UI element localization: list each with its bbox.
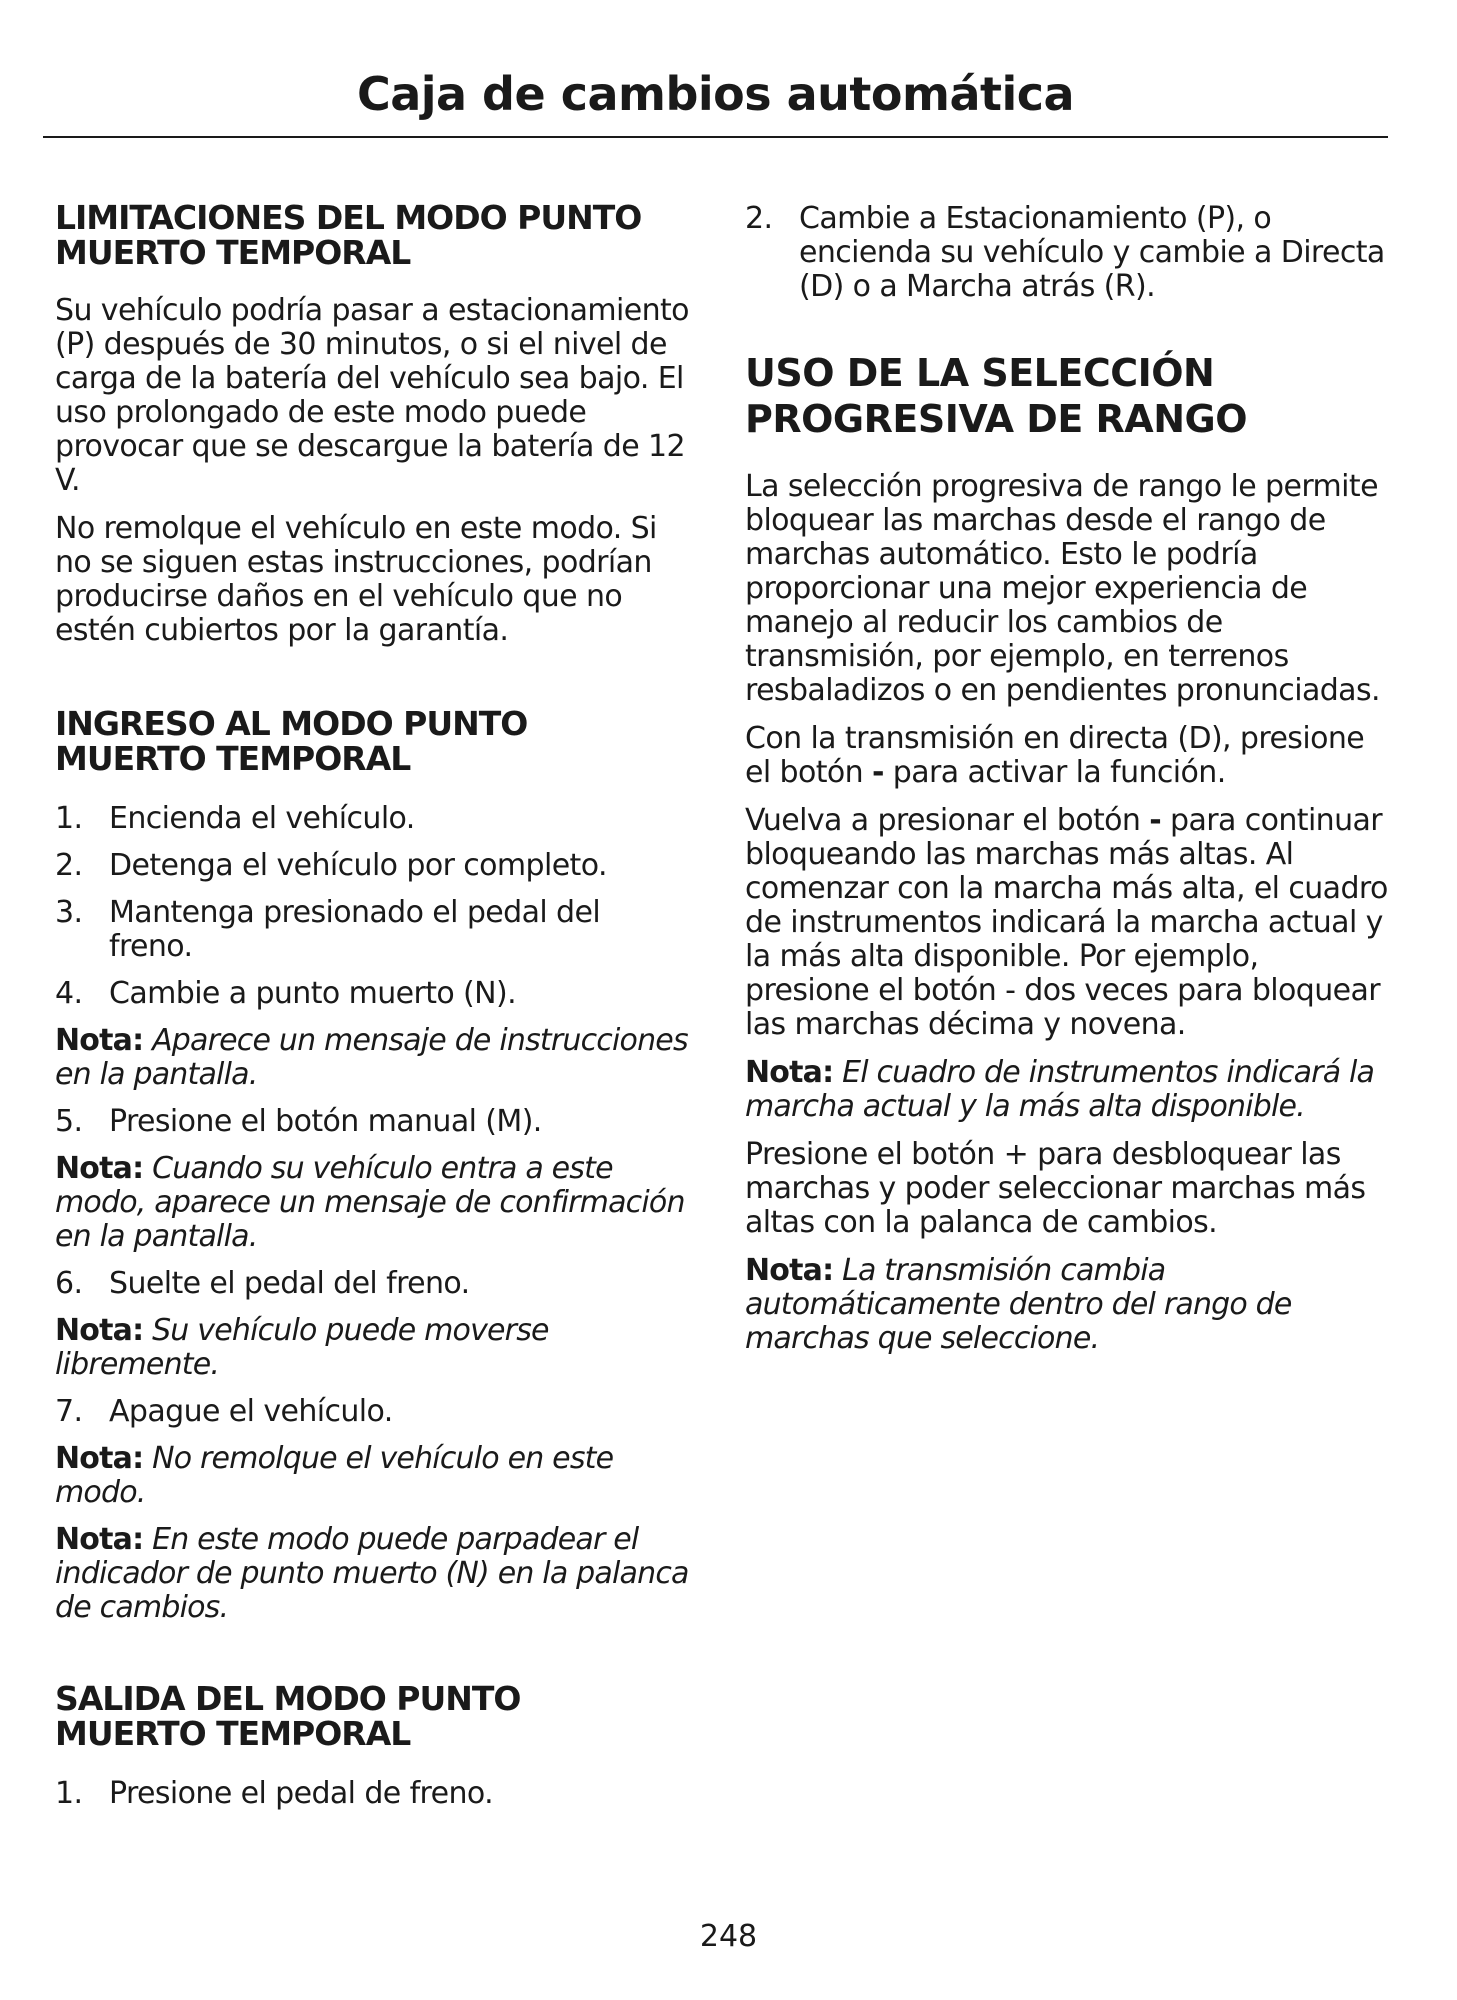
list-text: Encienda el vehículo.	[109, 801, 415, 836]
list-text: Detenga el vehículo por completo.	[109, 848, 607, 883]
paragraph-text: para activar la función.	[883, 755, 1226, 790]
minus-button-symbol: -	[872, 755, 884, 790]
list-number: 4.	[55, 976, 83, 1011]
list-text: Suelte el pedal del freno.	[109, 1266, 470, 1301]
list-text: Presione el pedal de freno.	[109, 1776, 494, 1811]
note-text: Su vehículo puede moverse libremente.	[55, 1313, 549, 1382]
note	[55, 1152, 690, 1254]
note	[745, 1254, 1390, 1356]
list-text: Apague el vehículo.	[109, 1394, 393, 1429]
page-number: 248	[699, 1919, 758, 1954]
paragraph-progressive-3	[745, 804, 1390, 1042]
list-text: Mantenga presionado el pedal del freno.	[109, 895, 601, 964]
list-text: Cambie a punto muerto (N).	[109, 976, 517, 1011]
list-text: Presione el botón manual (M).	[109, 1104, 542, 1139]
paragraph-limitations-1: Su vehículo podría pasar a estacionamiento (P) después de 30 minutos, o si el nivel de carga de la batería del vehículo sea bajo. El uso prolongado de este modo puede provocar que se descargue la batería de 12 V.	[55, 293, 689, 498]
list-number: 1.	[55, 801, 83, 836]
list-item	[55, 1105, 690, 1139]
note-label: Nota:	[745, 1055, 834, 1090]
note-label: Nota:	[55, 1023, 144, 1058]
note-text: La transmisión cambia automáticamente dentro del rango de marchas que seleccione.	[745, 1253, 1292, 1356]
list-number: 6.	[55, 1266, 83, 1301]
list-text: Cambie a Estacionamiento (P), o encienda su vehículo y cambie a Directa (D) o a Marcha atrás (R).	[799, 201, 1385, 304]
list-number: 2.	[55, 848, 83, 883]
paragraph-progressive-4: Presione el botón + para desbloquear las marchas y poder seleccionar marchas más altas con la palanca de cambios.	[745, 1137, 1366, 1240]
list-item	[55, 896, 690, 964]
paragraph-text: Con la transmisión en directa (D), presione el botón	[745, 721, 1365, 790]
note-text: El cuadro de instrumentos indicará la marcha actual y la más alta disponible.	[745, 1055, 1375, 1124]
list-item	[55, 1395, 690, 1429]
paragraph-limitations-2: No remolque el vehículo en este modo. Si no se siguen estas instrucciones, podrían producirse daños en el vehículo que no estén cubiertos por la garantía.	[55, 511, 657, 648]
note	[745, 1056, 1390, 1124]
note-label: Nota:	[55, 1313, 144, 1348]
list-number: 5.	[55, 1104, 83, 1139]
paragraph-progressive-1: La selección progresiva de rango le permite bloquear las marchas desde el rango de marchas automático. Esto le podría proporcionar una mejor experiencia de manejo al reducir los cambios de transmisión, por ejemplo, en terrenos resbaladizos o en pendientes pronunciadas.	[745, 469, 1380, 708]
note-label: Nota:	[55, 1522, 144, 1557]
list-number: 2.	[745, 201, 773, 236]
list-item	[55, 1267, 690, 1301]
note-label: Nota:	[745, 1253, 834, 1288]
note	[55, 1523, 690, 1625]
list-number: 7.	[55, 1394, 83, 1429]
note-label: Nota:	[55, 1441, 144, 1476]
list-item	[745, 202, 1390, 304]
note-label: Nota:	[55, 1151, 144, 1186]
paragraph-progressive-2	[745, 722, 1390, 790]
section-heading-exit-mode: SALIDA DEL MODO PUNTO MUERTO TEMPORAL	[55, 1679, 521, 1753]
list-item	[55, 1777, 690, 1811]
paragraph-text: para continuar bloqueando las marchas más altas. Al comenzar con la marcha más alta, el cuadro de instrumentos indicará la marcha actual y la más alta disponible. Por ejemplo, presione el botón - dos veces para bloquear las marchas décima y novena.	[745, 803, 1388, 1042]
list-number: 1.	[55, 1776, 83, 1811]
note	[55, 1024, 690, 1092]
section-heading-progressive-range: USO DE LA SELECCIÓN PROGRESIVA DE RANGO	[745, 351, 1247, 441]
note	[55, 1314, 690, 1382]
list-item	[55, 977, 690, 1011]
section-heading-enter-mode: INGRESO AL MODO PUNTO MUERTO TEMPORAL	[55, 704, 528, 778]
section-heading-limitations: LIMITACIONES DEL MODO PUNTO MUERTO TEMPORAL	[55, 198, 642, 272]
title-divider	[43, 136, 1388, 138]
paragraph-text: Vuelva a presionar el botón	[745, 803, 1150, 838]
list-item	[55, 802, 690, 836]
page-title: Caja de cambios automática	[356, 67, 1075, 121]
note-text: Aparece un mensaje de instrucciones en la pantalla.	[55, 1023, 688, 1092]
note-text: Cuando su vehículo entra a este modo, aparece un mensaje de confirmación en la pantalla.	[55, 1151, 685, 1254]
list-item	[55, 849, 690, 883]
left-column	[55, 200, 690, 1811]
note-text: En este modo puede parpadear el indicador de punto muerto (N) en la palanca de cambios.	[55, 1522, 689, 1625]
list-number: 3.	[55, 895, 83, 930]
note	[55, 1442, 690, 1510]
minus-button-symbol: -	[1149, 803, 1162, 838]
note-text: No remolque el vehículo en este modo.	[55, 1441, 614, 1510]
right-column	[745, 202, 1390, 1356]
